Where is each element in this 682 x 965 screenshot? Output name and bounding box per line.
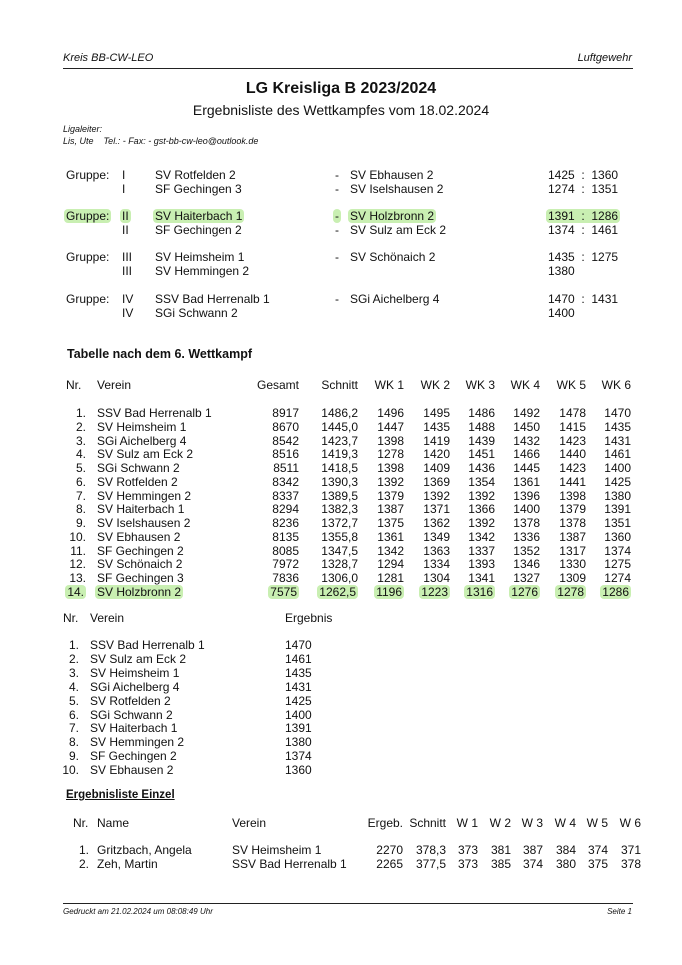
header-right: Luftgewehr xyxy=(577,52,632,64)
einzel-cell: Zeh, Martin xyxy=(97,856,158,871)
table-cell: 8294 xyxy=(272,502,299,517)
table-cell: 1445 xyxy=(513,461,540,475)
einzel-cell: 378 xyxy=(620,856,641,871)
einzel-cell: 381 xyxy=(490,843,511,857)
einzel-cell: 374 xyxy=(522,856,543,871)
table-cell: 1398 xyxy=(377,433,404,448)
pairing-result: 1380 xyxy=(548,264,575,278)
table-cell: SF Gechingen 2 xyxy=(97,543,184,558)
table-cell: 1347,5 xyxy=(321,543,358,558)
table-cell: 1492 xyxy=(513,406,540,420)
pairing-result: 1274 : 1351 xyxy=(548,182,619,196)
pairing-group-label: Gruppe: xyxy=(66,209,110,223)
pairing-group: III xyxy=(122,250,133,264)
table-cell: 1375 xyxy=(377,516,404,530)
header-rule xyxy=(63,68,633,69)
table-cell: 8337 xyxy=(272,488,299,503)
table-cell: 1450 xyxy=(513,419,540,434)
footer-rule xyxy=(63,903,633,904)
table-cell: 1275 xyxy=(604,557,631,572)
table-cell: 7836 xyxy=(272,571,299,585)
pairing-result: 1374 : 1461 xyxy=(548,223,619,237)
einzel-cell: Gritzbach, Angela xyxy=(97,843,192,857)
table-cell: SGi Schwann 2 xyxy=(97,461,180,475)
table-cell: 1387 xyxy=(559,529,586,544)
table-cell: 1337 xyxy=(468,543,495,558)
table-cell: SF Gechingen 3 xyxy=(97,571,184,585)
table-cell: 1223 xyxy=(421,584,448,599)
table-cell: 1392 xyxy=(377,474,404,489)
table-cell: 1436 xyxy=(468,461,495,475)
table-cell: 1362 xyxy=(423,516,450,530)
table-cell: 1425 xyxy=(604,474,631,489)
table-cell: 1423,7 xyxy=(321,433,358,448)
pairing-away: SV Sulz am Eck 2 xyxy=(350,223,447,237)
pairing-group: I xyxy=(122,182,126,196)
table-cell: 1316 xyxy=(466,584,493,599)
pairing-group: II xyxy=(122,223,129,237)
table-header: Verein xyxy=(97,378,132,392)
table-cell: 1327 xyxy=(513,571,540,585)
table-cell: SV Haiterbach 1 xyxy=(97,502,185,517)
pairing-dash: - xyxy=(335,209,339,223)
einzel-cell: 385 xyxy=(490,856,511,871)
table-cell: 1306,0 xyxy=(321,571,358,585)
table-cell: 1317 xyxy=(559,543,586,558)
table-cell: SV Rotfelden 2 xyxy=(97,474,178,489)
ergebnis-value: 1380 xyxy=(285,735,312,750)
pairing-result: 1470 : 1431 xyxy=(548,292,619,306)
einzel-header: W 3 xyxy=(521,816,543,830)
table-cell: 1278 xyxy=(557,584,584,599)
table-cell: 1278 xyxy=(377,447,404,462)
einzel-header: W 6 xyxy=(619,816,641,830)
einzel-cell: 2. xyxy=(78,856,89,871)
ergebnis-rank: 7. xyxy=(68,721,79,736)
table-cell: 1382,3 xyxy=(321,502,358,517)
einzel-header: Nr. xyxy=(73,816,89,830)
ergebnis-rank: 8. xyxy=(68,735,79,750)
table-cell: 8085 xyxy=(272,543,299,558)
einzel-header: W 2 xyxy=(489,816,511,830)
ergebnis-rank: 5. xyxy=(68,693,79,708)
ergebnis-value: 1360 xyxy=(285,763,312,778)
einzel-header: Ergeb. xyxy=(367,816,403,830)
table-cell: 3. xyxy=(75,433,86,448)
pairing-home: SGi Schwann 2 xyxy=(155,306,238,320)
table-header: Nr. xyxy=(66,378,82,392)
pairing-group: I xyxy=(122,168,126,182)
table-cell: 1330 xyxy=(559,557,586,572)
ergebnis-rank: 2. xyxy=(68,651,79,666)
table-cell: SGi Aichelberg 4 xyxy=(97,433,187,448)
table-cell: 1262,5 xyxy=(319,584,356,599)
table-cell: 1369 xyxy=(423,474,450,489)
pairing-home: SSV Bad Herrenalb 1 xyxy=(155,292,270,306)
einzel-cell: 373 xyxy=(457,856,478,871)
table-cell: 1398 xyxy=(559,488,586,503)
table-cell: 1372,7 xyxy=(321,516,358,530)
table-cell: 1488 xyxy=(468,419,495,434)
pairing-group: III xyxy=(122,264,133,278)
ergebnis-rank: 6. xyxy=(68,707,79,722)
table-cell: 12. xyxy=(69,557,86,572)
table-cell: 1378 xyxy=(559,516,586,530)
ergebnis-header: Nr. xyxy=(63,611,79,625)
page-subtitle: Ergebnisliste des Wettkampfes vom 18.02.2024 xyxy=(192,102,490,118)
einzel-header: W 5 xyxy=(586,816,608,830)
table-cell: 1432 xyxy=(513,433,540,448)
einzel-cell: 380 xyxy=(555,856,576,871)
table-cell: 13. xyxy=(69,571,86,585)
table-cell: SSV Bad Herrenalb 1 xyxy=(97,406,212,420)
einzel-cell: SSV Bad Herrenalb 1 xyxy=(232,856,347,871)
table-cell: 1379 xyxy=(559,502,586,517)
table-cell: SV Ebhausen 2 xyxy=(97,529,181,544)
pairing-home: SV Haiterbach 1 xyxy=(155,209,243,223)
table-cell: 1447 xyxy=(377,419,404,434)
ergebnis-value: 1470 xyxy=(285,638,312,652)
table-cell: 1276 xyxy=(511,584,538,599)
table-cell: 1400 xyxy=(604,461,631,475)
table-cell: 8542 xyxy=(272,433,299,448)
table-cell: 7972 xyxy=(272,557,299,572)
table-cell: 9. xyxy=(75,516,86,530)
table-cell: 1441 xyxy=(559,474,586,489)
table-cell: 1380 xyxy=(604,488,631,503)
table-cell: 1378 xyxy=(513,516,540,530)
pairing-result: 1391 : 1286 xyxy=(548,209,619,223)
table-cell: 1478 xyxy=(559,406,586,420)
ergebnis-value: 1435 xyxy=(285,665,312,680)
table-cell: 1390,3 xyxy=(321,474,358,489)
table-cell: 4. xyxy=(75,447,86,462)
ligaleiter-line: Lis, Ute Tel.: - Fax: - gst-bb-cw-leo@outlook.de xyxy=(63,136,259,146)
table-header: WK 5 xyxy=(556,378,586,392)
table-cell: 1398 xyxy=(377,461,404,475)
table-cell: SV Iselshausen 2 xyxy=(97,516,191,530)
ergebnis-verein: SV Heimsheim 1 xyxy=(90,665,180,680)
pairing-group: IV xyxy=(122,292,134,306)
pairing-away: SV Ebhausen 2 xyxy=(350,168,434,182)
pairing-dash: - xyxy=(335,223,339,237)
pairing-away: SV Schönaich 2 xyxy=(350,250,436,264)
pairing-home: SF Gechingen 2 xyxy=(155,223,242,237)
pairing-dash: - xyxy=(335,182,339,196)
table-cell: 1409 xyxy=(423,461,450,475)
table-cell: 1360 xyxy=(604,529,631,544)
ergebnis-verein: SF Gechingen 2 xyxy=(90,749,177,764)
table-cell: 1392 xyxy=(423,488,450,503)
pairing-result: 1435 : 1275 xyxy=(548,250,619,264)
table-cell: 1396 xyxy=(513,488,540,503)
table-cell: 1486,2 xyxy=(321,406,358,420)
table-cell: 1354 xyxy=(468,474,495,489)
table-cell: 1363 xyxy=(423,543,450,558)
pairing-away: SGi Aichelberg 4 xyxy=(350,292,440,306)
table-cell: SV Sulz am Eck 2 xyxy=(97,447,194,462)
table-cell: 14. xyxy=(67,584,84,599)
einzel-cell: 2265 xyxy=(376,856,403,871)
pairing-group-label: Gruppe: xyxy=(66,292,110,306)
ergebnis-rank: 4. xyxy=(68,679,79,694)
table-cell: 1439 xyxy=(468,433,495,448)
table-cell: 1392 xyxy=(468,516,495,530)
table-cell: 1435 xyxy=(604,419,631,434)
table-cell: SV Heimsheim 1 xyxy=(97,419,187,434)
table-cell: 1466 xyxy=(513,447,540,462)
table-cell: 1392 xyxy=(468,488,495,503)
pairing-away: SV Holzbronn 2 xyxy=(350,209,435,223)
table-cell: 1431 xyxy=(604,433,631,448)
pairing-home: SF Gechingen 3 xyxy=(155,182,242,196)
pairing-home: SV Heimsheim 1 xyxy=(155,250,245,264)
table-cell: 1419,3 xyxy=(321,447,358,462)
ergebnis-value: 1425 xyxy=(285,693,312,708)
table-cell: 11. xyxy=(70,543,86,558)
table-cell: 8. xyxy=(75,502,86,517)
table-cell: SV Holzbronn 2 xyxy=(97,584,182,599)
table-cell: 1366 xyxy=(468,502,495,517)
pairing-dash: - xyxy=(335,250,339,264)
einzel-cell: 378,3 xyxy=(415,843,446,857)
table-cell: SV Hemmingen 2 xyxy=(97,488,192,503)
table-cell: 1361 xyxy=(377,529,404,544)
table-cell: 1341 xyxy=(468,571,495,585)
einzel-cell: 2270 xyxy=(376,843,403,857)
table-cell: 10. xyxy=(69,529,86,544)
einzel-cell: 371 xyxy=(620,843,641,857)
einzel-title: Ergebnisliste Einzel xyxy=(66,789,175,801)
pairing-group-label: Gruppe: xyxy=(66,168,110,182)
table-header: WK 3 xyxy=(465,378,495,392)
einzel-cell: 384 xyxy=(555,843,576,857)
table-cell: 8236 xyxy=(272,516,299,530)
einzel-header: Schnitt xyxy=(409,816,446,830)
table-cell: 1418,5 xyxy=(321,461,358,475)
table-cell: 1371 xyxy=(423,502,450,517)
ergebnis-verein: SGi Aichelberg 4 xyxy=(90,679,180,694)
table-cell: 1352 xyxy=(513,543,540,558)
table-cell: 1342 xyxy=(377,543,404,558)
table-cell: 1420 xyxy=(423,447,450,462)
table-cell: 1. xyxy=(75,406,86,420)
ergebnis-rank: 1. xyxy=(68,638,79,652)
ergebnis-value: 1374 xyxy=(285,749,312,764)
table-cell: 8516 xyxy=(272,447,299,462)
table-cell: 6. xyxy=(75,474,86,489)
einzel-header: Verein xyxy=(232,816,267,830)
pairing-dash: - xyxy=(335,168,339,182)
table-cell: 8342 xyxy=(272,474,299,489)
ergebnis-verein: SV Haiterbach 1 xyxy=(90,721,178,736)
einzel-header: W 1 xyxy=(456,816,478,830)
ergebnis-value: 1431 xyxy=(285,679,312,694)
header-left: Kreis BB-CW-LEO xyxy=(63,52,154,64)
table-cell: 1294 xyxy=(377,557,404,572)
table-cell: 1379 xyxy=(377,488,404,503)
table-cell: 1328,7 xyxy=(321,557,358,572)
table-cell: 1374 xyxy=(604,543,631,558)
table-cell: 8135 xyxy=(272,529,299,544)
pairing-dash: - xyxy=(335,292,339,306)
table-cell: 1286 xyxy=(602,584,629,599)
einzel-cell: 387 xyxy=(522,843,543,857)
pairing-away: SV Iselshausen 2 xyxy=(350,182,444,196)
table-cell: 1349 xyxy=(423,529,450,544)
einzel-cell: 377,5 xyxy=(415,856,446,871)
ergebnis-value: 1391 xyxy=(285,721,312,736)
ergebnis-rank: 10. xyxy=(62,763,79,778)
einzel-cell: 1. xyxy=(78,843,89,857)
table-cell: 1415 xyxy=(559,419,586,434)
table-cell: 1393 xyxy=(468,557,495,572)
ergebnis-rank: 3. xyxy=(68,665,79,680)
pairing-result: 1425 : 1360 xyxy=(548,168,619,182)
table-cell: 8917 xyxy=(272,406,299,420)
table-cell: 1440 xyxy=(559,447,586,462)
pairing-home: SV Hemmingen 2 xyxy=(155,264,250,278)
table-cell: 1196 xyxy=(376,584,402,599)
einzel-header: W 4 xyxy=(554,816,576,830)
table-cell: 1336 xyxy=(513,529,540,544)
table-cell: 8670 xyxy=(272,419,299,434)
pairing-group: IV xyxy=(122,306,134,320)
table-title: Tabelle nach dem 6. Wettkampf xyxy=(67,347,253,361)
ergebnis-rank: 9. xyxy=(68,749,79,764)
table-header: WK 6 xyxy=(601,378,631,392)
ergebnis-verein: SV Hemmingen 2 xyxy=(90,735,185,750)
ergebnis-header: Ergebnis xyxy=(285,611,333,625)
ergebnis-verein: SGi Schwann 2 xyxy=(90,707,173,722)
footer-right: Seite 1 xyxy=(607,907,632,916)
table-cell: 1281 xyxy=(377,571,404,585)
table-cell: 1361 xyxy=(513,474,540,489)
einzel-cell: 375 xyxy=(587,856,608,871)
table-cell: 1274 xyxy=(604,571,631,585)
table-cell: 1391 xyxy=(604,502,631,517)
ergebnis-verein: SV Sulz am Eck 2 xyxy=(90,651,187,666)
pairing-home: SV Rotfelden 2 xyxy=(155,168,236,182)
table-cell: 2. xyxy=(75,419,86,434)
ergebnis-value: 1400 xyxy=(285,707,312,722)
table-cell: 1445,0 xyxy=(321,419,358,434)
table-cell: 7575 xyxy=(270,584,297,599)
table-header: Schnitt xyxy=(321,378,358,392)
einzel-cell: 373 xyxy=(457,843,478,857)
table-cell: 1346 xyxy=(513,557,540,572)
table-cell: 1435 xyxy=(423,419,450,434)
einzel-header: Name xyxy=(97,816,130,830)
table-cell: 1419 xyxy=(423,433,450,448)
ergebnis-header: Verein xyxy=(90,611,125,625)
ligaleiter-label: Ligaleiter: xyxy=(63,124,103,134)
table-cell: 7. xyxy=(75,488,86,503)
table-cell: 5. xyxy=(75,461,86,475)
table-cell: 1496 xyxy=(377,406,404,420)
table-cell: 1495 xyxy=(423,406,450,420)
einzel-cell: SV Heimsheim 1 xyxy=(232,843,322,857)
table-cell: 1351 xyxy=(604,516,631,530)
table-cell: SV Schönaich 2 xyxy=(97,557,183,572)
footer-left: Gedruckt am 21.02.2024 um 08:08:49 Uhr xyxy=(63,907,213,916)
pairing-group: II xyxy=(122,209,129,223)
table-cell: 1461 xyxy=(604,447,631,462)
pairing-group-label: Gruppe: xyxy=(66,250,110,264)
table-cell: 1400 xyxy=(513,502,540,517)
table-cell: 1486 xyxy=(468,406,495,420)
table-header: Gesamt xyxy=(256,378,299,392)
table-cell: 1423 xyxy=(559,433,586,448)
table-cell: 1304 xyxy=(423,571,450,585)
table-cell: 8511 xyxy=(273,461,299,475)
ergebnis-verein: SV Ebhausen 2 xyxy=(90,763,174,778)
ergebnis-verein: SSV Bad Herrenalb 1 xyxy=(90,638,205,652)
table-cell: 1309 xyxy=(559,571,586,585)
table-cell: 1355,8 xyxy=(321,529,358,544)
table-cell: 1334 xyxy=(423,557,450,572)
table-header: WK 2 xyxy=(420,378,450,392)
table-cell: 1423 xyxy=(559,461,586,475)
table-header: WK 4 xyxy=(510,378,540,392)
pairing-result: 1400 xyxy=(548,306,575,320)
page-title: LG Kreisliga B 2023/2024 xyxy=(245,80,437,97)
ergebnis-verein: SV Rotfelden 2 xyxy=(90,693,171,708)
einzel-cell: 374 xyxy=(587,843,608,857)
table-cell: 1451 xyxy=(468,447,495,462)
table-cell: 1387 xyxy=(377,502,404,517)
table-cell: 1342 xyxy=(468,529,495,544)
ergebnis-value: 1461 xyxy=(285,651,312,666)
table-cell: 1389,5 xyxy=(321,488,358,503)
table-cell: 1470 xyxy=(604,406,631,420)
table-header: WK 1 xyxy=(374,378,404,392)
